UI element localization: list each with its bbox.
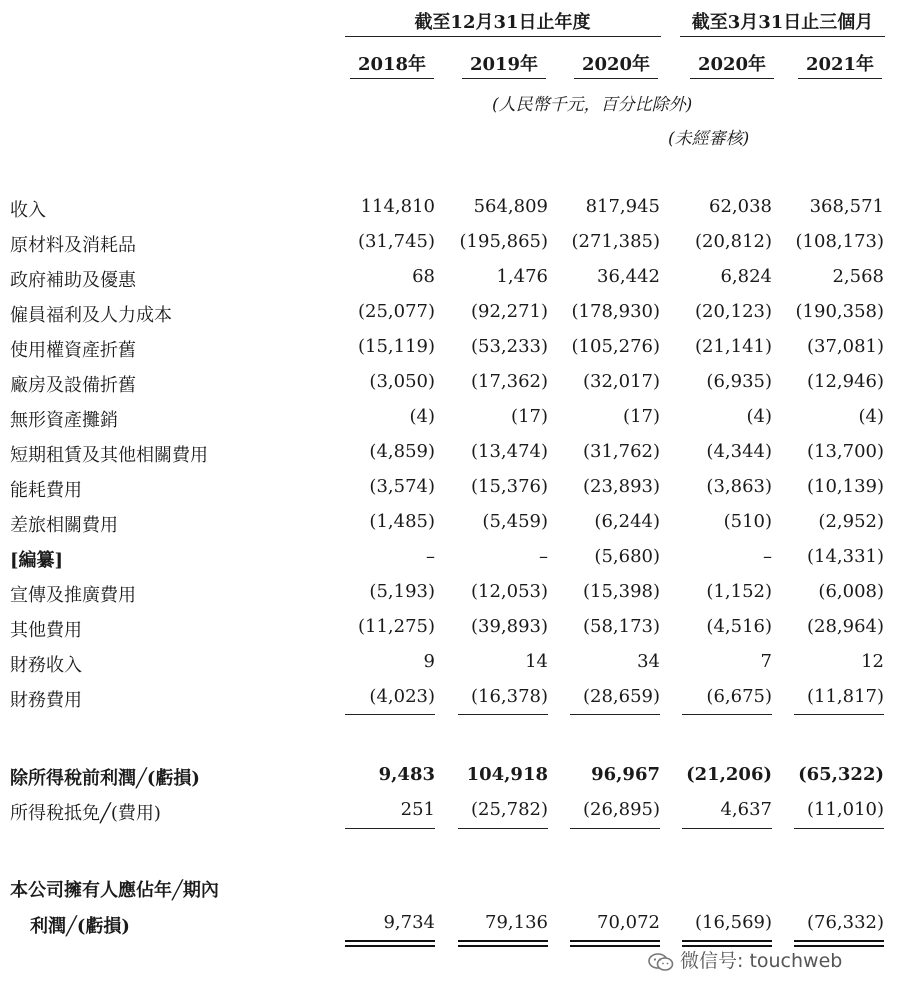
row-label-finance-costs: 財務費用 xyxy=(10,690,82,711)
cell: (20,812) xyxy=(694,231,772,252)
subtotal-rule xyxy=(794,828,884,829)
subtotal-rule xyxy=(345,714,435,715)
cell: (10,139) xyxy=(806,476,884,497)
row-label-materials: 原材料及消耗品 xyxy=(10,235,136,256)
cell: 9,734 xyxy=(383,912,435,933)
cell: (510) xyxy=(723,511,772,532)
watermark xyxy=(648,946,842,973)
cell: 817,945 xyxy=(585,196,660,217)
cell: (15,119) xyxy=(357,336,435,357)
cell: (6,244) xyxy=(594,511,660,532)
cell: (5,680) xyxy=(594,546,660,567)
year-rule-3 xyxy=(574,78,658,79)
cell: (105,276) xyxy=(571,336,660,357)
cell: 564,809 xyxy=(473,196,548,217)
cell: (12,053) xyxy=(470,581,548,602)
cell: (21,206) xyxy=(686,764,772,785)
cell: (15,376) xyxy=(470,476,548,497)
row-label-profit-line1: 本公司擁有人應佔年╱期內 xyxy=(10,880,219,901)
cell: (37,081) xyxy=(806,336,884,357)
cell: 251 xyxy=(400,799,435,820)
total-double-rule xyxy=(570,940,660,947)
row-label-tax: 所得稅抵免╱(費用) xyxy=(10,803,161,824)
cell: (31,745) xyxy=(357,231,435,252)
subtotal-rule xyxy=(794,714,884,715)
cell: (178,930) xyxy=(571,301,660,322)
cell: 79,136 xyxy=(485,912,548,933)
cell: 7 xyxy=(760,651,772,672)
subtotal-rule xyxy=(682,828,772,829)
subtotal-rule xyxy=(570,828,660,829)
cell: 34 xyxy=(637,651,660,672)
cell: (3,574) xyxy=(369,476,435,497)
cell: (25,782) xyxy=(470,799,548,820)
cell: (1,152) xyxy=(706,581,772,602)
cell: 62,038 xyxy=(709,196,772,217)
year-rule-5 xyxy=(798,78,882,79)
cell: (28,659) xyxy=(582,686,660,707)
cell: (23,893) xyxy=(582,476,660,497)
cell: 368,571 xyxy=(809,196,884,217)
cell: (31,762) xyxy=(582,441,660,462)
cell: 36,442 xyxy=(597,266,660,287)
cell: (21,141) xyxy=(694,336,772,357)
subtotal-rule xyxy=(682,714,772,715)
header-group-year-rule xyxy=(345,36,661,37)
cell: (26,895) xyxy=(582,799,660,820)
cell: (17,362) xyxy=(470,371,548,392)
cell: (58,173) xyxy=(582,616,660,637)
total-double-rule xyxy=(458,940,548,947)
year-header-4: 2020年 xyxy=(697,54,767,75)
row-label-short-lease: 短期租賃及其他相關費用 xyxy=(10,445,208,466)
cell: 1,476 xyxy=(496,266,548,287)
total-double-rule xyxy=(345,940,435,947)
unaudited-note: (未經審核) xyxy=(668,129,750,149)
cell: 2,568 xyxy=(832,266,884,287)
row-label-grants: 政府補助及優惠 xyxy=(10,270,136,291)
cell: (1,485) xyxy=(369,511,435,532)
cell: 14 xyxy=(525,651,548,672)
cell: (3,863) xyxy=(706,476,772,497)
cell: (6,008) xyxy=(818,581,884,602)
watermark-text: 微信号: touchweb xyxy=(680,950,843,972)
cell: (53,233) xyxy=(470,336,548,357)
row-label-other-expenses: 其他費用 xyxy=(10,620,82,641)
cell: (92,271) xyxy=(470,301,548,322)
cell: 114,810 xyxy=(360,196,435,217)
year-rule-1 xyxy=(350,78,434,79)
cell: 6,824 xyxy=(720,266,772,287)
cell: (12,946) xyxy=(806,371,884,392)
cell: (16,378) xyxy=(470,686,548,707)
cell: 9 xyxy=(423,651,435,672)
year-header-3: 2020年 xyxy=(581,54,651,75)
year-rule-2 xyxy=(462,78,546,79)
row-label-employee: 僱員福利及人力成本 xyxy=(10,305,172,326)
header-group-quarter: 截至3月31日止三個月 xyxy=(691,12,874,33)
cell: (76,332) xyxy=(806,912,884,933)
cell: (65,322) xyxy=(798,764,884,785)
row-label-pretax: 除所得稅前利潤╱(虧損) xyxy=(10,768,200,789)
cell: 104,918 xyxy=(466,764,548,785)
cell: (4,859) xyxy=(369,441,435,462)
row-label-finance-income: 財務收入 xyxy=(10,655,82,676)
header-group-year: 截至12月31日止年度 xyxy=(414,12,591,33)
year-header-5: 2021年 xyxy=(805,54,875,75)
year-header-2: 2019年 xyxy=(469,54,539,75)
cell: (16,569) xyxy=(694,912,772,933)
cell: (15,398) xyxy=(582,581,660,602)
row-label-rou-depreciation: 使用權資產折舊 xyxy=(10,340,136,361)
row-label-redacted: [編纂] xyxy=(10,550,64,571)
cell: 70,072 xyxy=(597,912,660,933)
cell: 4,637 xyxy=(720,799,772,820)
cell: (39,893) xyxy=(470,616,548,637)
cell: (2,952) xyxy=(818,511,884,532)
cell: 9,483 xyxy=(378,764,435,785)
cell: (17) xyxy=(623,406,660,427)
cell: (4) xyxy=(746,406,772,427)
cell: (11,010) xyxy=(806,799,884,820)
cell: (190,358) xyxy=(795,301,884,322)
cell: (13,700) xyxy=(806,441,884,462)
subtotal-rule xyxy=(570,714,660,715)
row-label-profit-line2: 利潤╱(虧損) xyxy=(30,916,130,937)
cell: – xyxy=(539,546,548,567)
row-label-energy: 能耗費用 xyxy=(10,480,82,501)
cell: 96,967 xyxy=(591,764,660,785)
cell: (6,935) xyxy=(706,371,772,392)
cell: 68 xyxy=(412,266,435,287)
wechat-icon xyxy=(648,952,674,972)
unit-note: (人民幣千元，百分比除外) xyxy=(492,95,693,115)
header-group-quarter-rule xyxy=(680,36,885,37)
cell: (14,331) xyxy=(806,546,884,567)
year-rule-4 xyxy=(690,78,774,79)
cell: (108,173) xyxy=(795,231,884,252)
cell: (11,275) xyxy=(357,616,435,637)
cell: (195,865) xyxy=(459,231,548,252)
cell: (13,474) xyxy=(470,441,548,462)
cell: – xyxy=(763,546,772,567)
cell: (5,193) xyxy=(369,581,435,602)
cell: (28,964) xyxy=(806,616,884,637)
subtotal-rule xyxy=(345,828,435,829)
cell: (4) xyxy=(858,406,884,427)
cell: (4) xyxy=(409,406,435,427)
cell: (4,023) xyxy=(369,686,435,707)
cell: – xyxy=(426,546,435,567)
cell: (4,516) xyxy=(706,616,772,637)
cell: (6,675) xyxy=(706,686,772,707)
cell: (17) xyxy=(511,406,548,427)
cell: (4,344) xyxy=(706,441,772,462)
cell: 12 xyxy=(861,651,884,672)
year-header-1: 2018年 xyxy=(357,54,427,75)
cell: (25,077) xyxy=(357,301,435,322)
cell: (3,050) xyxy=(369,371,435,392)
cell: (11,817) xyxy=(806,686,884,707)
cell: (271,385) xyxy=(571,231,660,252)
row-label-ppe-depreciation: 廠房及設備折舊 xyxy=(10,375,136,396)
cell: (32,017) xyxy=(582,371,660,392)
subtotal-rule xyxy=(458,714,548,715)
row-label-amortization: 無形資產攤銷 xyxy=(10,410,118,431)
row-label-promotion: 宣傳及推廣費用 xyxy=(10,585,136,606)
row-label-travel: 差旅相關費用 xyxy=(10,515,118,536)
cell: (5,459) xyxy=(482,511,548,532)
cell: (20,123) xyxy=(694,301,772,322)
subtotal-rule xyxy=(458,828,548,829)
row-label-revenue: 收入 xyxy=(10,200,46,221)
